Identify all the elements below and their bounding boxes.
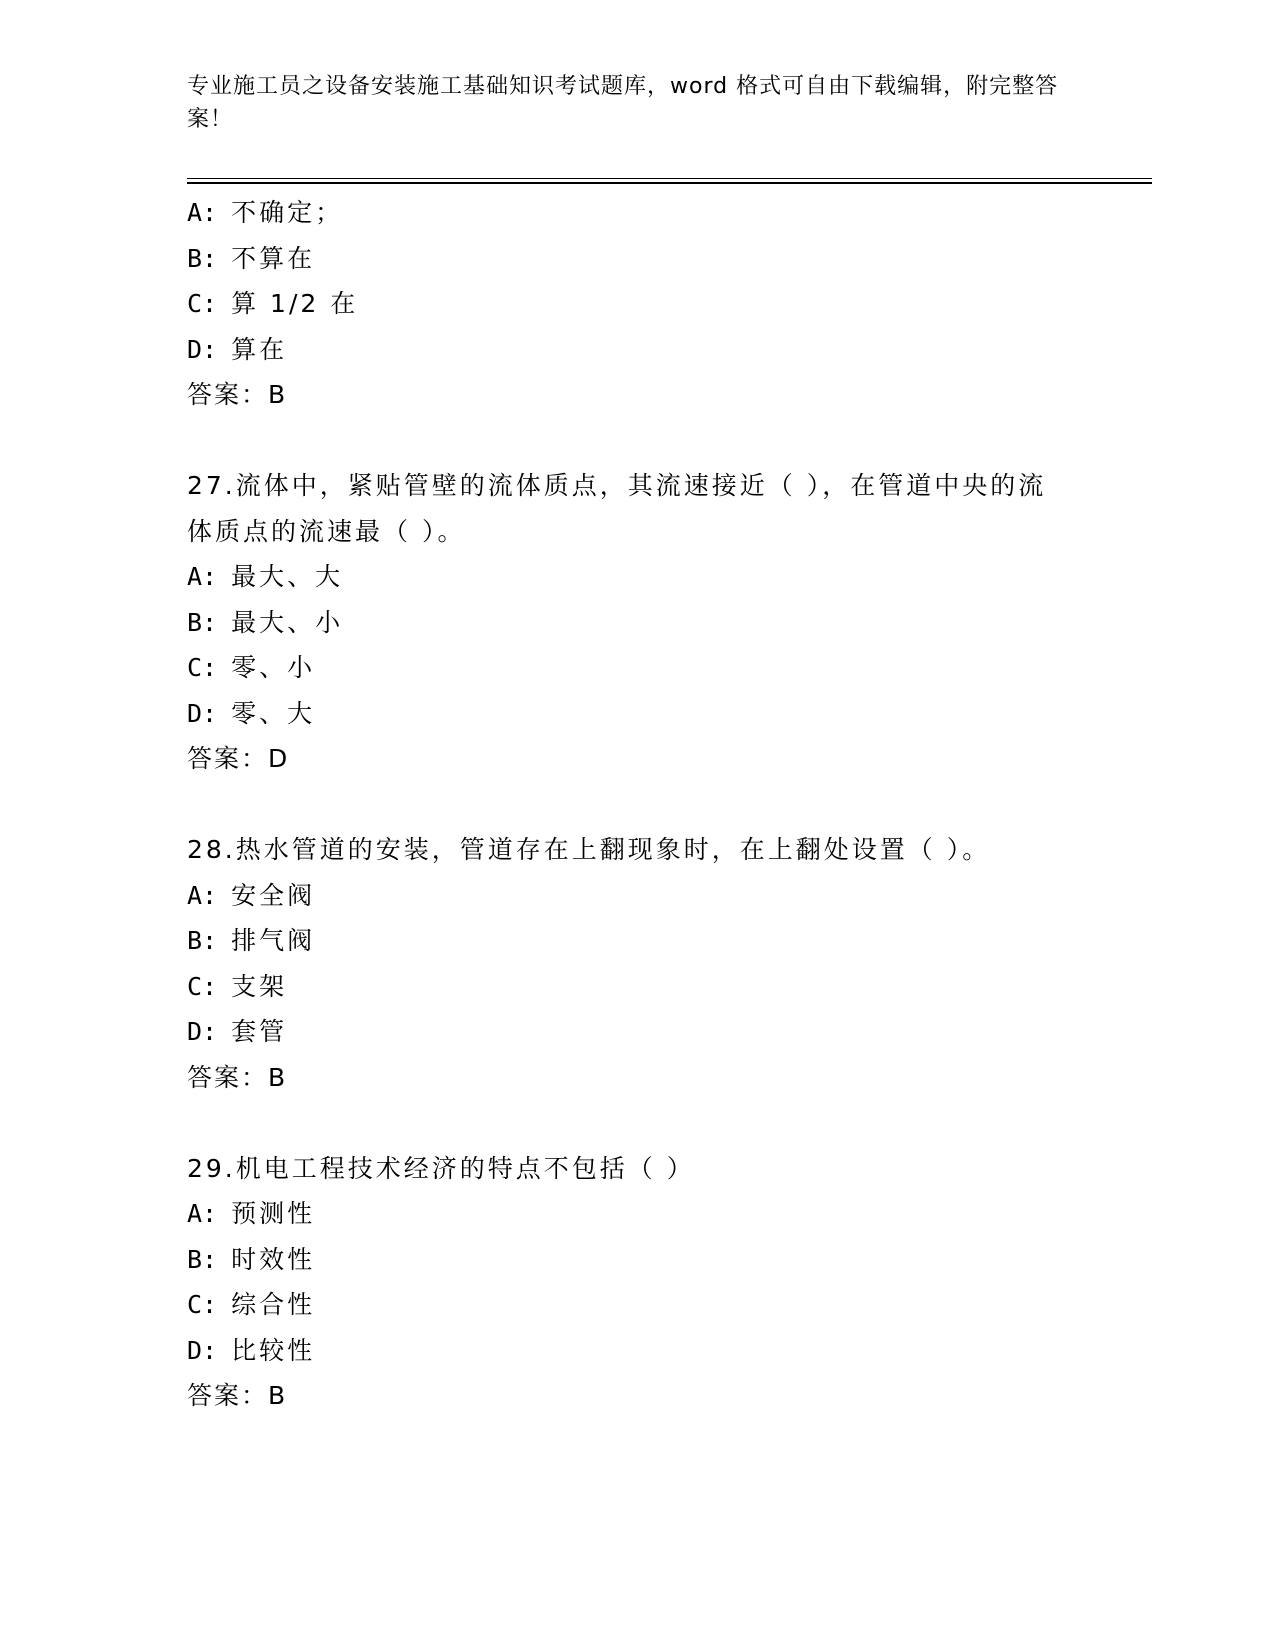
- option-a: A: 不确定；: [187, 198, 344, 227]
- option-d: D: 零、大: [187, 698, 316, 728]
- option-b: B: 最大、小: [187, 607, 344, 637]
- question-29: [187, 1146, 1087, 1419]
- header-rule-thin: [187, 178, 1152, 179]
- option-a: A: 最大、大: [187, 562, 344, 591]
- option-c: C: 零、小: [187, 653, 316, 682]
- option-a: A: 安全阀: [187, 880, 316, 910]
- answer-line: 答案：B: [187, 380, 288, 409]
- question-28: [187, 827, 1087, 1100]
- option-b: B: 时效性: [187, 1244, 316, 1274]
- question-stem: 27.流体中，紧贴管壁的流体质点，其流速接近（ ），在管道中央的流体质点的流速最（ ）。: [187, 471, 1047, 546]
- answer-line: 答案：B: [187, 1381, 288, 1410]
- header-text: 专业施工员之设备安装施工基础知识考试题库，word 格式可自由下载编辑，附完整答案！: [187, 74, 1059, 132]
- option-b: B: 排气阀: [187, 926, 316, 955]
- document-header: [187, 70, 1067, 136]
- header-rule-thick: [187, 182, 1152, 184]
- question-stem: 28.热水管道的安装，管道存在上翻现象时，在上翻处设置（ ）。: [187, 835, 991, 864]
- option-a: A: 预测性: [187, 1199, 316, 1228]
- option-d: D: 算在: [187, 334, 288, 364]
- option-d: D: 套管: [187, 1017, 288, 1046]
- option-d: D: 比较性: [187, 1335, 316, 1365]
- answer-line: 答案：D: [187, 744, 290, 773]
- option-c: C: 支架: [187, 971, 288, 1001]
- option-c: C: 综合性: [187, 1290, 316, 1319]
- question-stem: 29.机电工程技术经济的特点不包括（ ）: [187, 1153, 695, 1183]
- question-26-continued: [187, 190, 1087, 418]
- option-b: B: 不算在: [187, 243, 316, 273]
- answer-line: 答案：B: [187, 1062, 288, 1092]
- question-27: [187, 463, 1087, 782]
- question-list: [187, 190, 1087, 1419]
- option-c: C: 算 1/2 在: [187, 289, 359, 318]
